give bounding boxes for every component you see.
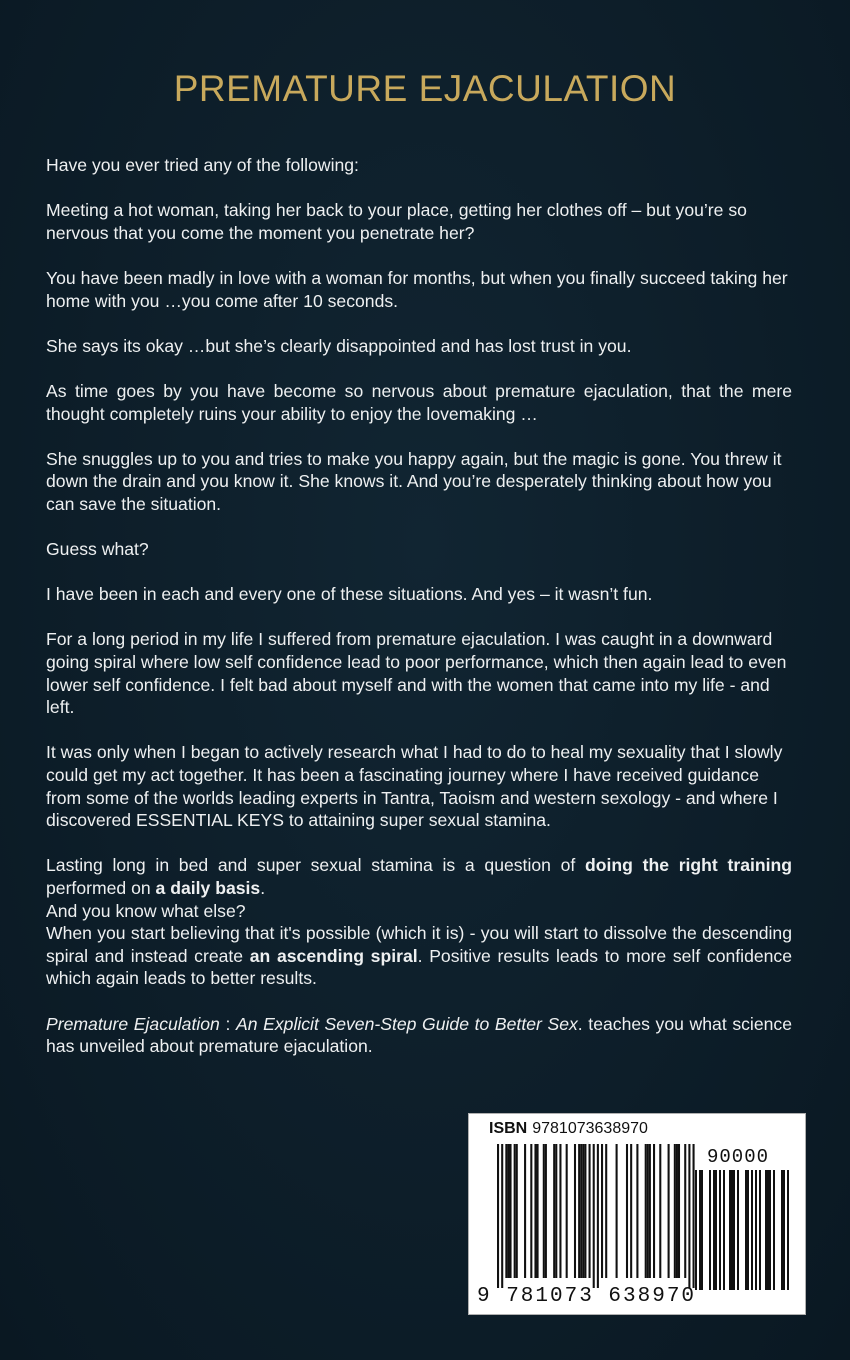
addon-bar-58 [755,1170,757,1290]
p11-text-e: . [260,878,266,898]
paragraph-12: And you know what else? [46,900,246,921]
addon-bar-45 [701,1170,703,1290]
paragraph-11 [46,854,792,899]
paragraph-2: Meeting a hot woman, taking her back to your place, getting her clothes off – but you’re so nervous that you come the moment you penetrate her? [46,200,747,243]
addon-bar-51 [729,1170,731,1290]
p13-bold-spiral: an ascending spiral [249,945,418,966]
paragraph-14 [46,1013,792,1058]
barcode-bar-0 [497,1144,499,1288]
barcode-bar-14 [555,1144,557,1278]
barcode-bar-25 [601,1144,603,1278]
barcode-bar-30 [636,1144,638,1278]
barcode-bar-1 [501,1144,503,1288]
addon-bar-52 [731,1170,733,1290]
barcode-bar-3 [507,1144,509,1278]
p14-sep: : [219,1013,236,1034]
barcode-bar-23 [593,1144,595,1288]
barcode-bar-41 [688,1144,690,1288]
addon-bar-57 [751,1170,753,1290]
barcode-bar-9 [534,1144,536,1278]
addon-bar-47 [713,1170,715,1290]
barcode-bar-32 [647,1144,649,1278]
barcode-bar-24 [597,1144,599,1288]
p14-subtitle: An Explicit Seven-Step Guide to Better Sex [235,1013,578,1034]
barcode-bars [469,1114,805,1314]
barcode-bar-2 [505,1144,507,1278]
blurb-text [46,154,792,1080]
barcode-bar-27 [616,1144,618,1278]
addon-bar-54 [737,1170,739,1290]
barcode-bar-19 [580,1144,582,1278]
cover-title: PREMATURE EJACULATION [173,68,677,109]
addon-bar-65 [783,1170,785,1290]
isbn-number: 9781073638970 [532,1120,648,1137]
addon-bar-56 [747,1170,749,1290]
p14-text-d: . teaches you what science has unveiled about premature ejaculation. [46,1013,792,1057]
addon-bar-60 [765,1170,767,1290]
paragraph-13 [46,922,792,990]
p14-book-title: Premature Ejaculation [46,1013,220,1034]
barcode-bar-13 [553,1144,555,1278]
barcode-bar-16 [566,1144,568,1278]
addon-bar-66 [787,1170,789,1290]
paragraph-6: She snuggles up to you and tries to make you happy again, but the magic is gone. You threw it down the drain and you know it. She knows it. And you’re desperately thinking about how you can save the situation. [46,448,782,514]
paragraph-8: I have been in each and every one of these situations. And yes – it wasn’t fun. [46,584,653,605]
barcode-bar-33 [649,1144,651,1278]
barcode-bar-6 [516,1144,518,1278]
barcode-bar-8 [530,1144,532,1278]
p13-text-c: . Positive results leads to more self confidence which again leads to better results. [46,945,793,989]
barcode-bar-39 [678,1144,680,1278]
addon-bar-44 [699,1170,701,1290]
barcode-bar-37 [674,1144,676,1278]
p13-text-a: When you start believing that it's possible (which it is) - you will start to dissolve the descending spiral and instead create [46,923,792,966]
barcode-bar-40 [684,1144,686,1278]
addon-bar-61 [767,1170,769,1290]
barcode-bar-34 [653,1144,655,1278]
p11-text-a: Lasting long in bed and super sexual stamina is a question of [46,855,586,876]
barcode-bar-21 [584,1144,586,1278]
paragraph-9: For a long period in my life I suffered from premature ejaculation. I was caught in a downward going spiral where low self confidence lead to poor performance, which then again lead to even lower self confidence. I felt bad about myself and with the women that came into my life - and left. [46,629,787,718]
barcode-bar-10 [537,1144,539,1278]
paragraph-10: It was only when I began to actively research what I had to do to heal my sexuality that I slowly could get my act together. It has been a fascinating journey where I have received guidance from some of the worlds leading experts in Tantra, Taoism and western sexology - and where I discovered ESSENTIAL KEYS to attaining super sexual stamina. [46,742,783,831]
p11-bold-training: doing the right training [585,855,792,876]
barcode-bar-20 [582,1144,584,1278]
addon-bar-50 [723,1170,725,1290]
p11-bold-daily: a daily basis [155,878,261,898]
barcode-bar-5 [514,1144,516,1278]
addon-bar-46 [709,1170,711,1290]
addon-bar-62 [769,1170,771,1290]
addon-bar-53 [733,1170,735,1290]
barcode-bar-31 [645,1144,647,1278]
p11-text-c: performed on [46,878,156,898]
barcode-bar-35 [659,1144,661,1278]
barcode-bar-36 [668,1144,670,1278]
addon-bar-43 [695,1170,697,1290]
addon-bar-64 [781,1170,783,1290]
addon-bar-63 [773,1170,775,1290]
addon-bar-49 [719,1170,721,1290]
barcode-bar-28 [626,1144,628,1278]
barcode-bar-4 [509,1144,511,1278]
addon-bar-55 [745,1170,747,1290]
paragraph-7: Guess what? [46,539,149,560]
barcode-bar-29 [630,1144,632,1278]
barcode-bar-22 [589,1144,591,1278]
barcode-bar-26 [605,1144,607,1278]
addon-bar-48 [715,1170,717,1290]
paragraph-4: She says its okay …but she’s clearly disappointed and has lost trust in you. [46,335,632,356]
barcode-bar-17 [574,1144,576,1278]
paragraph-5: As time goes by you have become so nervous about premature ejaculation, that the mere thought completely ruins your ability to enjoy the lovemaking … [46,380,792,424]
barcode-bar-42 [693,1144,695,1288]
paragraph-3: You have been madly in love with a woman for months, but when you finally succeed taking her home with you …you come after 10 seconds. [46,267,788,311]
addon-bar-59 [759,1170,761,1290]
barcode-bar-18 [578,1144,580,1278]
barcode-bar-38 [676,1144,678,1278]
paragraph-1: Have you ever tried any of the following: [46,155,359,175]
ean-digits: 9 781073 638970 [477,1285,697,1308]
barcode-bar-11 [543,1144,545,1278]
barcode-bar-12 [545,1144,547,1278]
barcode-bar-15 [559,1144,561,1278]
barcode-bar-7 [524,1144,526,1278]
isbn-barcode-box [468,1113,806,1315]
addon-number: 90000 [707,1146,770,1168]
isbn-label: ISBN [489,1120,528,1137]
